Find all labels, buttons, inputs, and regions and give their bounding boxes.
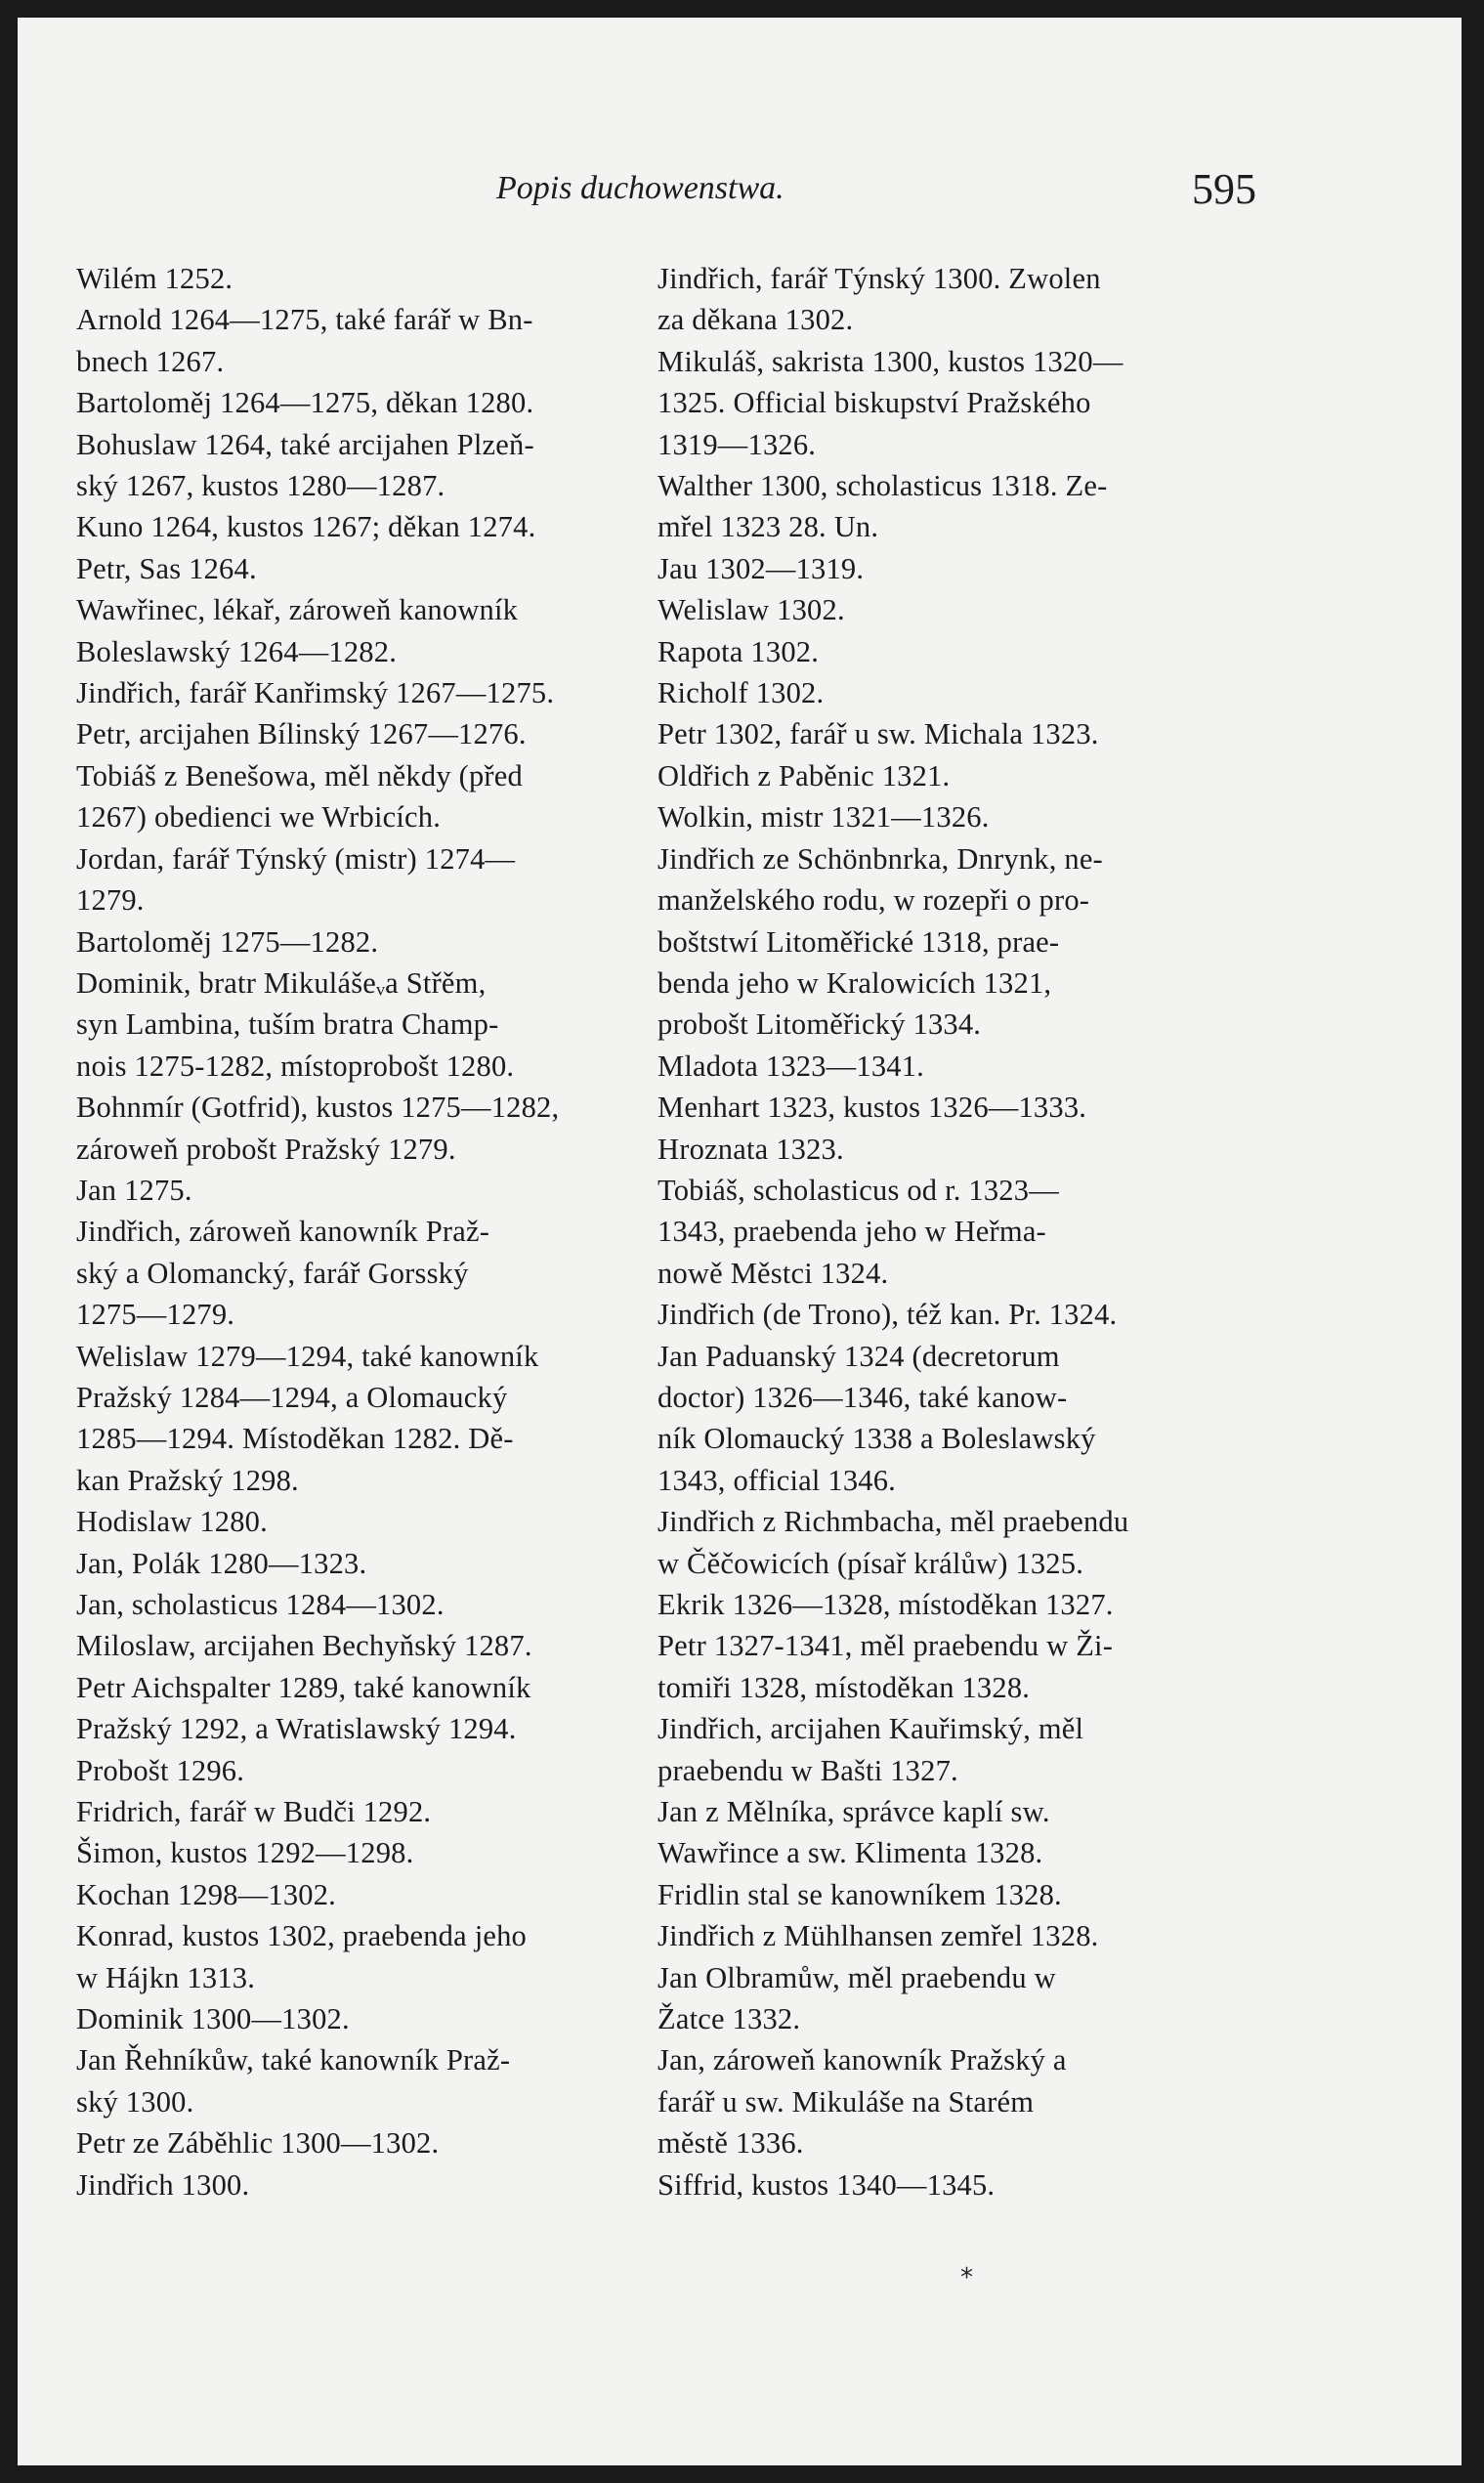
register-entry: [76, 1543, 653, 1584]
entry-line: Fridlin stal se kanowníkem 1328.: [657, 1877, 1062, 1911]
entry-line: ský 1300.: [76, 2084, 194, 2119]
entry-line: w Čěčowicích (písař králůw) 1325.: [657, 1546, 1084, 1580]
register-entry: [76, 258, 653, 299]
register-entry: [657, 1087, 1229, 1128]
entry-line: Petr Aichspalter 1289, také kanowník: [76, 1670, 531, 1704]
right-column: [657, 258, 1229, 2205]
entry-line: Pražský 1284—1294, a Olomaucký: [76, 1380, 508, 1414]
entry-line: Kochan 1298—1302.: [76, 1877, 337, 1911]
left-column: [76, 258, 653, 2205]
entry-line: Jan, Polák 1280—1323.: [76, 1546, 367, 1580]
register-entry: [657, 1046, 1229, 1087]
entry-line: zároweň probošt Pražský 1279.: [76, 1132, 456, 1166]
entry-line: 1285—1294. Místoděkan 1282. Dě-: [76, 1422, 514, 1456]
entry-line: 1343, praebenda jeho w Heřma-: [657, 1215, 1046, 1249]
entry-line: Jindřich, zároweň kanowník Praž-: [76, 1215, 490, 1249]
entry-line: ský 1267, kustos 1280—1287.: [76, 469, 445, 503]
entry-line: Siffrid, kustos 1340—1345.: [657, 2167, 996, 2202]
register-entry: [76, 963, 653, 1087]
entry-line: Jindřich, farář Týnský 1300. Zwolen: [657, 262, 1101, 295]
register-entry: [657, 838, 1229, 1046]
entry-line: Bohnmír (Gotfrid), kustos 1275—1282,: [76, 1091, 560, 1125]
register-entry: [76, 548, 653, 589]
entry-line: nowě Městci 1324.: [657, 1256, 889, 1290]
entry-line: Wilém 1252.: [76, 262, 233, 295]
entry-line: nois 1275-1282, místoprobošt 1280.: [76, 1049, 515, 1083]
register-entry: [657, 589, 1229, 630]
entry-line: Welislaw 1279—1294, také kanowník: [76, 1339, 539, 1373]
entry-line: ský a Olomancký, farář Gorsský: [76, 1256, 469, 1290]
entry-line: Jindřich ze Schönbnrka, Dnrynk, ne-: [657, 841, 1103, 876]
register-entry: [76, 921, 653, 963]
register-entry: [657, 341, 1229, 465]
entry-line: Petr 1302, farář u sw. Michala 1323.: [657, 717, 1099, 751]
entry-line: Jindřich z Mühlhansen zemřel 1328.: [657, 1919, 1099, 1953]
entry-line: Konrad, kustos 1302, praebenda jeho: [76, 1919, 528, 1953]
entry-line: Jan z Mělníka, správce kaplí sw.: [657, 1795, 1050, 1829]
register-entry: [657, 1294, 1229, 1335]
entry-line: mřel 1323 28. Un.: [657, 510, 879, 544]
entry-line: manželského rodu, w rozepři o pro-: [657, 883, 1090, 918]
register-entry: [76, 424, 653, 507]
register-entry: [76, 1584, 653, 1625]
entry-line: Bohuslaw 1264, také arcijahen Plzeň-: [76, 427, 534, 461]
entry-line: syn Lambina, tuším bratra Champ-: [76, 1007, 499, 1042]
entry-line: Wawřinec, lékař, zároweň kanowník: [76, 593, 519, 627]
entry-line: bnech 1267.: [76, 344, 225, 378]
register-entry: [657, 672, 1229, 713]
register-entry: [76, 299, 653, 382]
entry-line: Arnold 1264—1275, také farář w Bn-: [76, 303, 533, 337]
entry-line: Jindřich z Richmbacha, měl praebendu: [657, 1505, 1129, 1539]
entry-line: Dominik, bratr Mikulášeᵥa Střěm,: [76, 965, 487, 1000]
entry-line: Jan, scholasticus 1284—1302.: [76, 1588, 445, 1621]
register-entry: [657, 1874, 1229, 1915]
register-entry: [657, 2164, 1229, 2205]
entry-line: Wawřince a sw. Klimenta 1328.: [657, 1836, 1043, 1870]
register-entry: [76, 1211, 653, 1335]
entry-line: Richolf 1302.: [657, 676, 825, 710]
entry-line: Jan 1275.: [76, 1173, 192, 1207]
entry-line: Tobiáš z Benešowa, měl někdy (před: [76, 758, 523, 792]
entry-line: Hodislaw 1280.: [76, 1505, 268, 1539]
register-entry: [657, 1336, 1229, 1502]
entry-line: Menhart 1323, kustos 1326—1333.: [657, 1091, 1087, 1125]
entry-line: Jau 1302—1319.: [657, 551, 865, 585]
entry-line: boštstwí Litoměřické 1318, prae-: [657, 924, 1060, 959]
register-entry: [657, 1625, 1229, 1708]
register-entry: [76, 2122, 653, 2163]
register-entry: [76, 1336, 653, 1502]
register-entry: [76, 506, 653, 547]
entry-line: Jan Olbramůw, měl praebendu w: [657, 1960, 1056, 1994]
entry-line: Petr ze Záběhlic 1300—1302.: [76, 2126, 440, 2161]
entry-line: 1267) obedienci we Wrbicích.: [76, 800, 442, 835]
entry-line: Petr, arcijahen Bílinský 1267—1276.: [76, 717, 527, 751]
register-entry: [76, 1087, 653, 1170]
register-entry: [76, 1667, 653, 1791]
register-entry: [76, 1832, 653, 1873]
register-entry: [657, 713, 1229, 754]
footer-asterisk: *: [960, 2263, 973, 2292]
entry-line: tomiři 1328, místoděkan 1328.: [657, 1670, 1031, 1704]
register-entry: [76, 1998, 653, 2039]
register-entry: [657, 1915, 1229, 1956]
entry-line: Ekrik 1326—1328, místoděkan 1327.: [657, 1588, 1114, 1621]
entry-line: Tobiáš, scholasticus od r. 1323—: [657, 1173, 1059, 1207]
register-entry: [76, 1625, 653, 1666]
register-entry: [76, 2039, 653, 2122]
entry-line: Bartoloměj 1275—1282.: [76, 924, 379, 959]
entry-line: Šimon, kustos 1292—1298.: [76, 1836, 414, 1870]
register-entry: [76, 2164, 653, 2205]
entry-line: 1319—1326.: [657, 427, 817, 461]
register-entry: [657, 1129, 1229, 1170]
register-entry: [657, 631, 1229, 672]
register-entry: [76, 672, 653, 713]
entry-line: praebendu w Bašti 1327.: [657, 1753, 958, 1787]
entry-line: Jindřich, farář Kanřimský 1267—1275.: [76, 676, 555, 710]
register-entry: [76, 382, 653, 423]
register-entry: [76, 589, 653, 672]
entry-line: 1279.: [76, 883, 145, 918]
register-entry: [76, 1170, 653, 1211]
entry-line: Welislaw 1302.: [657, 593, 845, 627]
entry-line: w Hájkn 1313.: [76, 1960, 256, 1994]
register-entry: [76, 755, 653, 838]
entry-line: benda jeho w Kralowicích 1321,: [657, 965, 1052, 1000]
register-entry: [76, 1501, 653, 1542]
page-number: 595: [1192, 165, 1256, 213]
register-entry: [657, 1170, 1229, 1294]
entry-line: 1275—1279.: [76, 1298, 235, 1332]
entry-line: Jordan, farář Týnský (mistr) 1274—: [76, 841, 516, 876]
entry-line: Wolkin, mistr 1321—1326.: [657, 800, 990, 835]
entry-line: kan Pražský 1298.: [76, 1463, 299, 1497]
entry-line: ník Olomaucký 1338 a Boleslawský: [657, 1422, 1096, 1456]
register-entry: [76, 713, 653, 754]
entry-line: Dominik 1300—1302.: [76, 2002, 350, 2036]
register-entry: [657, 1708, 1229, 1791]
entry-line: farář u sw. Mikuláše na Starém: [657, 2084, 1035, 2119]
entry-line: Jan Řehníkůw, také kanowník Praž-: [76, 2043, 511, 2077]
entry-line: 1325. Official biskupství Pražského: [657, 386, 1091, 420]
book-page: [18, 18, 1462, 2465]
entry-line: Miloslaw, arcijahen Bechyňský 1287.: [76, 1629, 532, 1663]
register-entry: [657, 465, 1229, 548]
entry-line: Mikuláš, sakrista 1300, kustos 1320—: [657, 344, 1124, 378]
entry-line: Fridrich, farář w Budči 1292.: [76, 1795, 432, 1829]
register-entry: [657, 1791, 1229, 1874]
register-entry: [76, 838, 653, 921]
register-entry: [657, 1957, 1229, 2040]
entry-line: Walther 1300, scholasticus 1318. Ze-: [657, 469, 1108, 503]
entry-line: Bartoloměj 1264—1275, děkan 1280.: [76, 386, 534, 420]
entry-line: Mladota 1323—1341.: [657, 1049, 924, 1083]
entry-line: Žatce 1332.: [657, 2002, 801, 2036]
entry-line: Jindřich (de Trono), též kan. Pr. 1324.: [657, 1298, 1118, 1332]
register-entry: [76, 1791, 653, 1832]
entry-line: Jindřich 1300.: [76, 2167, 250, 2202]
entry-line: probošt Litoměřický 1334.: [657, 1007, 982, 1042]
register-entry: [76, 1874, 653, 1915]
register-entry: [657, 2039, 1229, 2163]
entry-line: Boleslawský 1264—1282.: [76, 634, 398, 668]
entry-line: Hroznata 1323.: [657, 1132, 844, 1166]
entry-line: městě 1336.: [657, 2126, 804, 2161]
entry-line: Jan Paduanský 1324 (decretorum: [657, 1339, 1060, 1373]
entry-line: Petr, Sas 1264.: [76, 551, 257, 585]
running-title: Popis duchowenstwa.: [496, 170, 784, 206]
entry-line: Pražský 1292, a Wratislawský 1294.: [76, 1712, 517, 1746]
entry-line: za děkana 1302.: [657, 303, 854, 337]
entry-line: 1343, official 1346.: [657, 1463, 897, 1497]
entry-line: Kuno 1264, kustos 1267; děkan 1274.: [76, 510, 536, 544]
entry-line: Jindřich, arcijahen Kauřimský, měl: [657, 1712, 1084, 1746]
entry-line: doctor) 1326—1346, také kanow-: [657, 1380, 1068, 1414]
entry-line: Oldřich z Paběnic 1321.: [657, 758, 951, 792]
register-entry: [657, 755, 1229, 796]
entry-line: Jan, zároweň kanowník Pražský a: [657, 2043, 1067, 2077]
entry-line: Rapota 1302.: [657, 634, 820, 668]
entry-line: Petr 1327-1341, měl praebendu w Ži-: [657, 1629, 1114, 1663]
register-entry: [657, 548, 1229, 589]
register-entry: [657, 258, 1229, 341]
register-entry: [657, 1584, 1229, 1625]
register-entry: [657, 1501, 1229, 1584]
register-entry: [76, 1915, 653, 1998]
register-entry: [657, 796, 1229, 837]
entry-line: Probošt 1296.: [76, 1753, 245, 1787]
